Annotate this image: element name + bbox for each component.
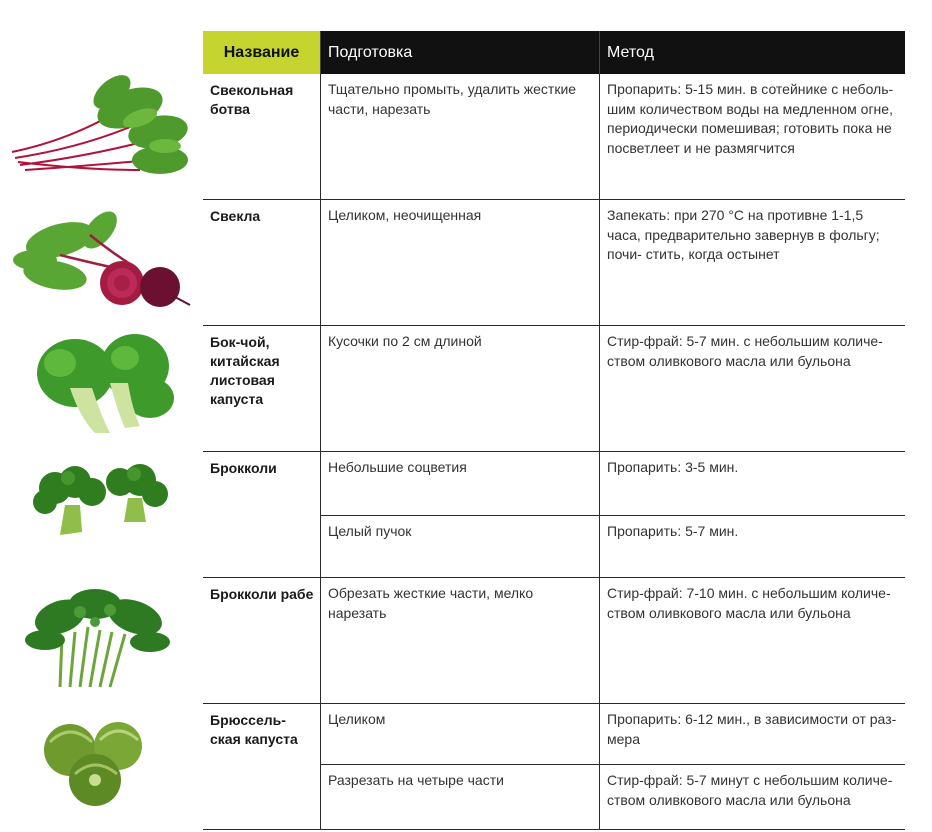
method-cell: Пропарить: 6-12 мин., в зависимости от раз- мера	[599, 704, 905, 764]
header-name: Название	[203, 31, 320, 74]
prep-cell: Обрезать жесткие части, мелко нарезать	[320, 578, 599, 703]
bok-choy-image	[0, 328, 200, 438]
method-cell: Запекать: при 270 °С на противне 1-1,5 часа, предварительно завернув в фольгу; почи- стить, когда остынет	[599, 200, 905, 325]
table-row	[203, 326, 905, 452]
broccoli-rabe-image	[0, 582, 200, 692]
beet-image	[0, 205, 200, 315]
method-cell: Стир-фрай: 5-7 мин. с небольшим количе- ством оливкового масла или бульона	[599, 326, 905, 451]
prep-cell: Разрезать на четыре части	[320, 765, 599, 829]
beet-greens-image	[0, 70, 200, 190]
table-row	[203, 452, 905, 578]
prep-cell: Целиком	[320, 704, 599, 764]
method-cell: Пропарить: 5-15 мин. в сотейнике с неболь- шим количеством воды на медленном огне, периодически помешивая; готовить пока не посветлеет и не размягчится	[599, 74, 905, 199]
table-row	[203, 74, 905, 200]
prep-cell: Целиком, неочищенная	[320, 200, 599, 325]
table-row	[203, 578, 905, 704]
vegetable-name: Свекла	[210, 208, 261, 224]
table-row	[203, 704, 905, 830]
vegetable-name: Брокколи	[210, 460, 277, 476]
brussels-sprouts-image	[0, 712, 200, 812]
table-row	[203, 200, 905, 326]
prep-cell: Кусочки по 2 см длиной	[320, 326, 599, 451]
prep-cell: Целый пучок	[320, 516, 599, 577]
prep-cell: Тщательно промыть, удалить жесткие части, нарезать	[320, 74, 599, 199]
prep-cell: Небольшие соцветия	[320, 452, 599, 515]
cooking-table	[203, 31, 905, 830]
method-cell: Стир-фрай: 7-10 мин. с небольшим количе- ством оливкового масла или бульона	[599, 578, 905, 703]
method-cell: Пропарить: 5-7 мин.	[599, 516, 905, 577]
vegetable-name: Свекольная ботва	[210, 82, 294, 117]
header-method: Метод	[599, 31, 905, 74]
vegetable-name: Бок-чой, китайская листовая капуста	[210, 334, 280, 407]
vegetable-name: Брокколи рабе	[210, 586, 314, 602]
vegetable-name: Брюссель- ская капуста	[210, 712, 298, 747]
method-cell: Пропарить: 3-5 мин.	[599, 452, 905, 515]
header-prep: Подготовка	[320, 31, 599, 74]
broccoli-image	[0, 460, 200, 540]
table-header	[203, 31, 905, 74]
method-cell: Стир-фрай: 5-7 минут с небольшим количе- ством оливкового масла или бульона	[599, 765, 905, 829]
